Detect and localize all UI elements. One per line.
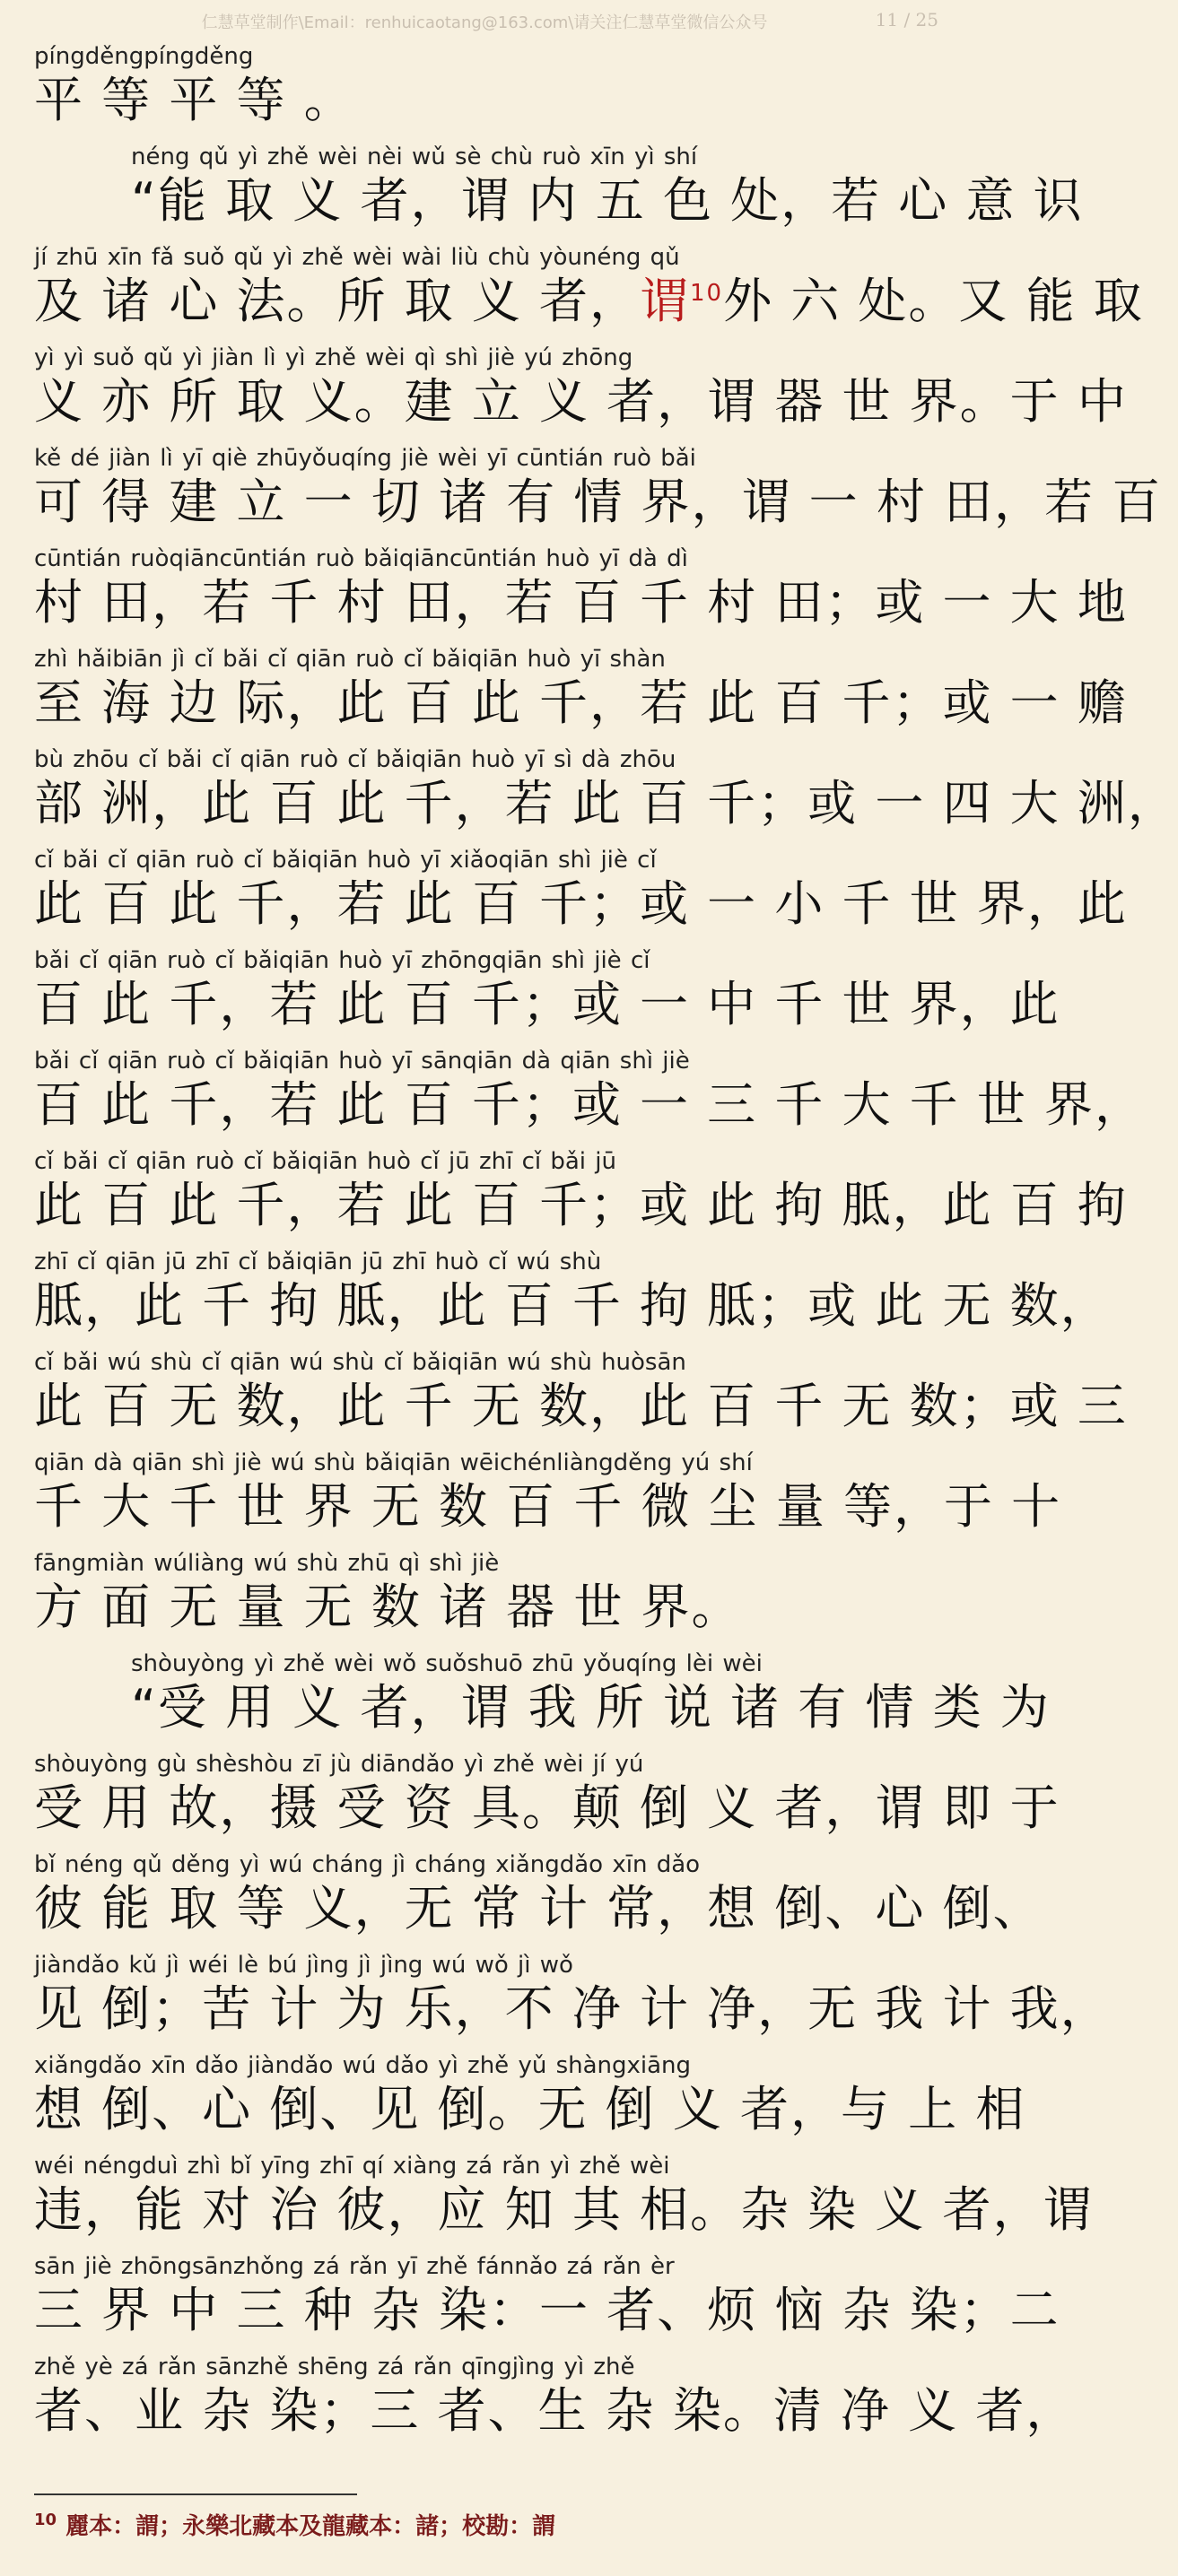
hanzi-line: 百 此 千，若 此 百 千；或 一 中 千 世 界，此	[34, 976, 1060, 1032]
text-line	[34, 1349, 1128, 1437]
text-line	[34, 144, 1084, 231]
text-line	[34, 1249, 1111, 1336]
pinyin-line: jiàndǎo kǔ jì wéi lè bú jìng jì jìng wú wǒ jì wǒ	[34, 1952, 573, 1979]
hanzi-line: 此 百 此 千，若 此 百 千；或 一 小 千 世 界，此	[34, 875, 1128, 932]
hanzi-line: 见 倒；苦 计 为 乐，不 净 计 净，无 我 计 我，	[34, 1980, 1111, 2037]
hanzi-line: 平 等 平 等 。	[34, 72, 354, 128]
pinyin-line: bǎi cǐ qiān ruò cǐ bǎiqiān huò yī sānqiān dà qiān shì jiè	[34, 1048, 690, 1075]
pinyin-line: wéi néngduì zhì bǐ yīng zhī qí xiàng zá rǎn yì zhě wèi	[34, 2153, 670, 2180]
text-line	[34, 2354, 1077, 2441]
hanzi-line: 至 海 边 际，此 百 此 千，若 此 百 千；或 一 赡	[34, 674, 1128, 731]
text-line	[34, 1751, 1060, 1839]
hanzi-line: 胝，此 千 拘 胝，此 百 千 拘 胝；或 此 无 数，	[34, 1277, 1111, 1334]
annotated-char: 谓	[640, 273, 690, 329]
hanzi-segment: 及 诸 心 法。所 取 义 者，	[34, 273, 640, 329]
hanzi-line: 者、业 杂 染；三 者、生 杂 染。清 净 义 者，	[34, 2382, 1077, 2439]
text-line	[34, 1650, 1051, 1738]
text-line	[34, 1148, 1128, 1236]
hanzi-line: 此 百 此 千，若 此 百 千；或 此 拘 胝，此 百 拘	[34, 1177, 1128, 1233]
footnote-marker[interactable]: 10	[690, 280, 724, 307]
pinyin-line: zhī cǐ qiān jū zhī cǐ bǎiqiān jū zhī huò cǐ wú shù	[34, 1249, 602, 1275]
pinyin-line: yì yì suǒ qǔ yì jiàn lì yì zhě wèi qì shì jiè yú zhōng	[34, 344, 633, 371]
hanzi-segment: 外 六 处。又 能 取	[723, 273, 1144, 329]
pinyin-line: cǐ bǎi cǐ qiān ruò cǐ bǎiqiān huò cǐ jū zhī cǐ bǎi jū	[34, 1148, 616, 1175]
text-line	[34, 1952, 1111, 2040]
text-line	[34, 746, 1178, 834]
hanzi-line: 千 大 千 世 界 无 数 百 千 微 尘 量 等，于 十	[34, 1478, 1062, 1535]
hanzi-line: 方 面 无 量 无 数 诸 器 世 界。	[34, 1579, 742, 1635]
text-line	[34, 2253, 1060, 2341]
text-line	[34, 445, 1163, 533]
pinyin-line: cǐ bǎi wú shù cǐ qiān wú shù cǐ bǎiqiān wú shù huòsān	[34, 1349, 686, 1376]
pinyin-line: bù zhōu cǐ bǎi cǐ qiān ruò cǐ bǎiqiān huò yī sì dà zhōu	[34, 746, 676, 773]
pinyin-line: bǎi cǐ qiān ruò cǐ bǎiqiān huò yī zhōngqiān shì jiè cǐ	[34, 947, 650, 974]
text-line	[34, 1851, 1043, 1939]
pinyin-line: néng qǔ yì zhě wèi nèi wǔ sè chù ruò xīn yì shí	[131, 144, 698, 170]
hanzi-line: “能 取 义 者，谓 内 五 色 处，若 心 意 识	[131, 172, 1084, 229]
hanzi-line: 部 洲，此 百 此 千，若 此 百 千；或 一 四 大 洲，	[34, 775, 1178, 831]
pinyin-line: qiān dà qiān shì jiè wú shù bǎiqiān wēichénliàngděng yú shí	[34, 1449, 753, 1476]
hanzi-line: 受 用 故，摄 受 资 具。颠 倒 义 者，谓 即 于	[34, 1780, 1060, 1836]
hanzi-line: 可 得 建 立 一 切 诸 有 情 界，谓 一 村 田，若 百	[34, 474, 1163, 530]
text-line	[34, 2153, 1094, 2241]
pinyin-line: shòuyòng gù shèshòu zī jù diāndǎo yì zhě wèi jí yú	[34, 1751, 644, 1778]
pinyin-line: kě dé jiàn lì yī qiè zhūyǒuqíng jiè wèi yī cūntián ruò bǎi	[34, 445, 696, 472]
text-line	[34, 947, 1060, 1035]
footnote-divider	[34, 2493, 357, 2495]
page-number: 11 / 25	[875, 9, 938, 30]
footnote-number: 10	[34, 2511, 57, 2530]
watermark-text: 仁慧草堂制作\Email：renhuicaotang@163.com\请关注仁慧草堂微信公众号	[201, 13, 768, 32]
pinyin-line: xiǎngdǎo xīn dǎo jiàndǎo wú dǎo yì zhě yǔ shàngxiāng	[34, 2052, 692, 2079]
hanzi-line: 想 倒、心 倒、见 倒。无 倒 义 者，与 上 相	[34, 2081, 1026, 2137]
pinyin-line: sān jiè zhōngsānzhǒng zá rǎn yī zhě fánnǎo zá rǎn èr	[34, 2253, 675, 2280]
hanzi-line: 此 百 无 数，此 千 无 数，此 百 千 无 数；或 三	[34, 1378, 1128, 1434]
pinyin-line: bǐ néng qǔ děng yì wú cháng jì cháng xiǎngdǎo xīn dǎo	[34, 1851, 701, 1878]
hanzi-line: 义 亦 所 取 义。建 立 义 者，谓 器 世 界。于 中	[34, 373, 1128, 430]
pinyin-line: fāngmiàn wúliàng wú shù zhū qì shì jiè	[34, 1550, 500, 1577]
header	[0, 0, 969, 43]
text-line	[34, 847, 1128, 935]
text-line	[34, 344, 1128, 432]
text-body	[0, 43, 1178, 2441]
hanzi-line: 违，能 对 治 彼，应 知 其 相。杂 染 义 者，谓	[34, 2181, 1094, 2238]
text-line	[34, 545, 1128, 633]
pinyin-line: zhì hǎibiān jì cǐ bǎi cǐ qiān ruò cǐ bǎiqiān huò yī shàn	[34, 646, 666, 673]
hanzi-line: 村 田，若 千 村 田，若 百 千 村 田；或 一 大 地	[34, 574, 1128, 631]
text-line	[34, 43, 935, 131]
pinyin-line: shòuyòng yì zhě wèi wǒ suǒshuō zhū yǒuqíng lèi wèi	[131, 1650, 763, 1677]
text-line	[34, 1048, 1145, 1136]
hanzi-line: “受 用 义 者，谓 我 所 说 诸 有 情 类 为	[131, 1679, 1051, 1736]
text-line	[34, 1449, 1062, 1537]
hanzi-line: 三 界 中 三 种 杂 染：一 者、烦 恼 杂 染；二	[34, 2282, 1060, 2338]
text-line	[34, 2052, 1026, 2140]
pinyin-line: zhě yè zá rǎn sānzhě shēng zá rǎn qīngjìng yì zhě	[34, 2354, 635, 2380]
pinyin-line: cūntián ruòqiāncūntián ruò bǎiqiāncūntián huò yī dà dì	[34, 545, 688, 572]
pinyin-line: jí zhū xīn fǎ suǒ qǔ yì zhě wèi wài liù chù yòunéng qǔ	[34, 244, 680, 271]
hanzi-line: 彼 能 取 等 义，无 常 计 常，想 倒、心 倒、	[34, 1880, 1043, 1936]
hanzi-line	[34, 273, 1144, 332]
text-line	[34, 646, 1128, 734]
pinyin-line: cǐ bǎi cǐ qiān ruò cǐ bǎiqiān huò yī xiǎoqiān shì jiè cǐ	[34, 847, 657, 874]
pinyin-line: píngděngpíngděng	[34, 43, 254, 70]
text-line	[34, 1550, 935, 1638]
footnote	[34, 2508, 555, 2541]
hanzi-line: 百 此 千，若 此 百 千；或 一 三 千 大 千 世 界，	[34, 1076, 1145, 1133]
footnote-text: 麗本：謂；永樂北藏本及龍藏本：諸；校勘：謂	[65, 2513, 556, 2540]
text-line	[34, 244, 1144, 332]
